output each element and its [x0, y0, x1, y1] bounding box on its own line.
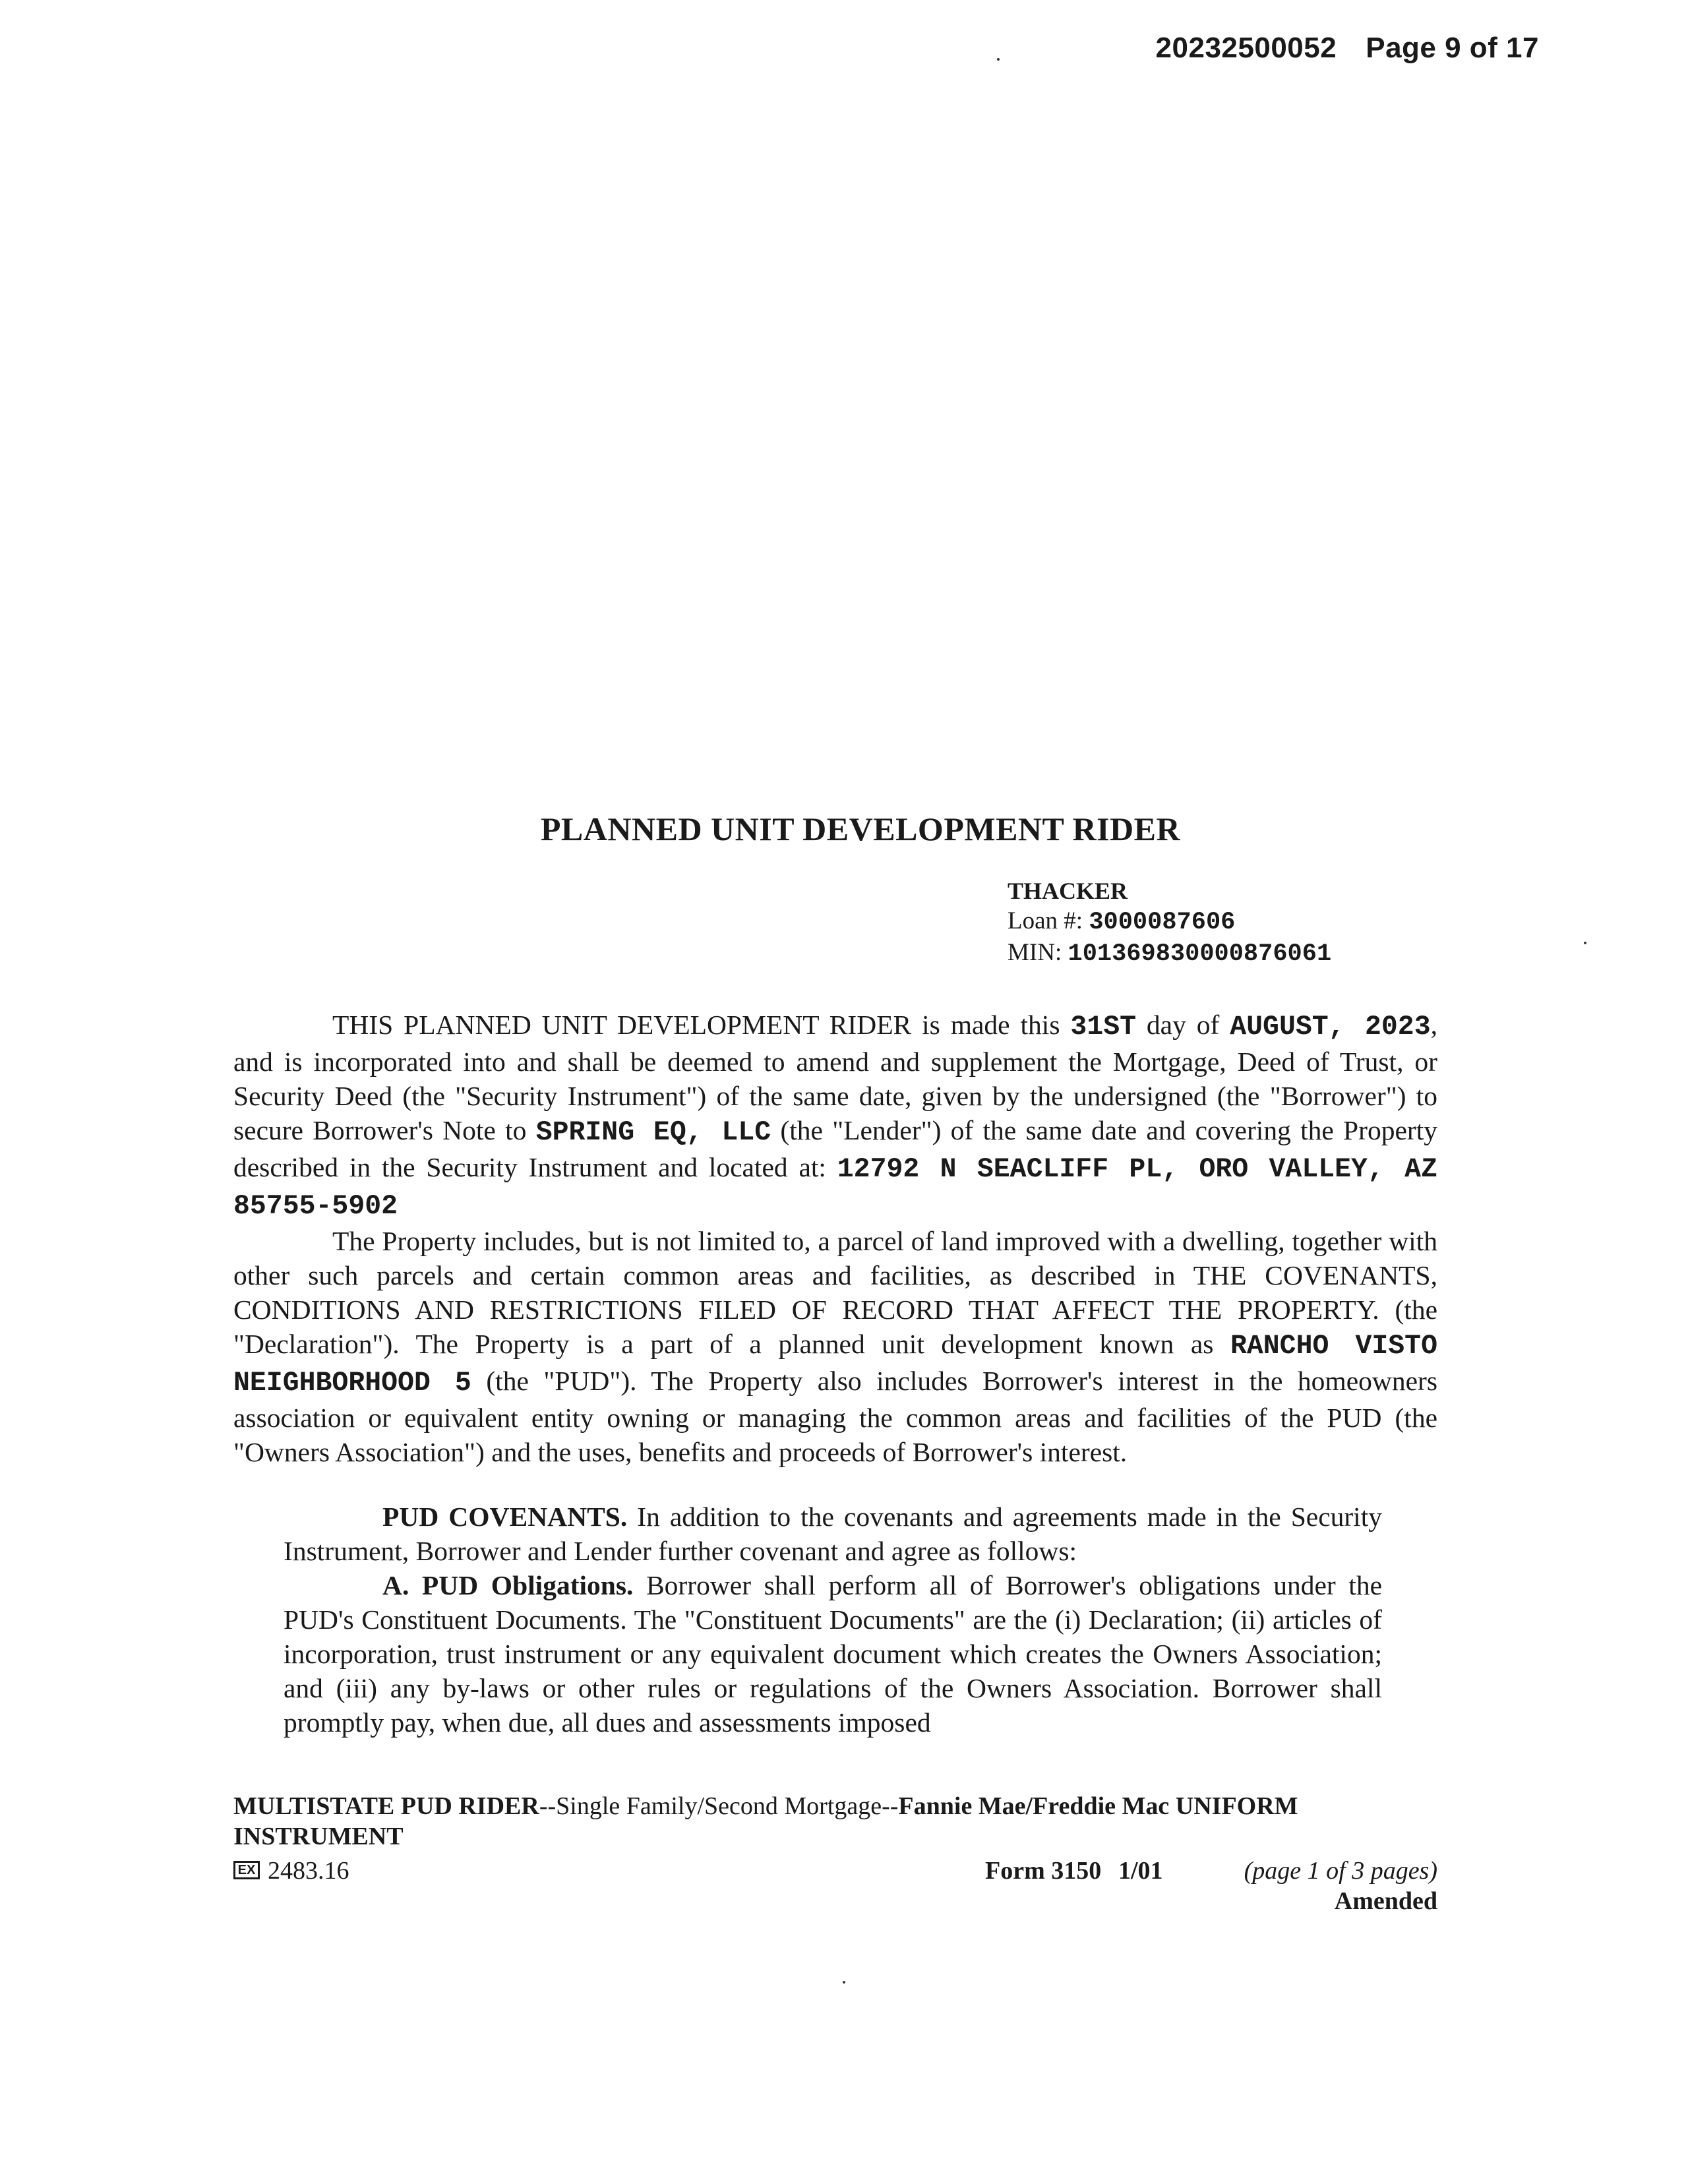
- footer-multistate: MULTISTATE PUD RIDER: [233, 1792, 539, 1820]
- rider-body: [233, 1008, 1437, 1469]
- covenants-paragraph: [284, 1500, 1382, 1568]
- scan-speck: [997, 58, 1000, 61]
- pud-name: RANCHO VISTO NEIGHBORHOOD 5: [233, 1331, 1437, 1399]
- footer-fannie: Fannie Mae/Freddie Mac UNIFORM: [898, 1792, 1298, 1820]
- min-label: MIN:: [1008, 939, 1068, 966]
- footer-instrument: INSTRUMENT: [233, 1823, 404, 1850]
- footer-line-2: [233, 1821, 1437, 1852]
- document-title: PLANNED UNIT DEVELOPMENT RIDER: [540, 810, 1181, 847]
- footer-code: 2483.16: [268, 1857, 349, 1885]
- ex-logo-icon: EX: [233, 1861, 260, 1879]
- rider-month-year: AUGUST, 2023: [1230, 1012, 1431, 1043]
- property-text-2: (the "PUD"). The Property also includes Borrower's interest in the homeowners association or equivalent entity owning or managing the common areas and facilities of the PUD (the "Owners Association") and the uses, benefits and proceeds of Borrower's interest.: [233, 1366, 1437, 1467]
- lender-name: SPRING EQ, LLC: [535, 1117, 771, 1148]
- scan-speck: [1584, 942, 1586, 944]
- property-paragraph: [233, 1224, 1437, 1469]
- record-number: 20232500052: [1155, 32, 1337, 64]
- intro-text-1: THIS PLANNED UNIT DEVELOPMENT RIDER is made this: [332, 1010, 1071, 1040]
- rider-day: 31ST: [1070, 1012, 1137, 1043]
- page-label: Page 9 of 17: [1366, 32, 1539, 64]
- loan-number-line: [1008, 906, 1331, 938]
- intro-text-2: day of: [1136, 1010, 1230, 1040]
- loan-number: 3000087606: [1089, 909, 1236, 936]
- property-address: 12792 N SEACLIFF PL, ORO VALLEY, AZ 85755-5902: [233, 1154, 1437, 1222]
- min-line: [1008, 938, 1331, 969]
- covenants-heading: PUD COVENANTS.: [382, 1502, 628, 1532]
- recording-header: [1156, 32, 1539, 65]
- footer-form-date: 1/01: [1118, 1857, 1163, 1885]
- obligations-paragraph: [284, 1568, 1382, 1740]
- intro-text-4: (the "Lender") of the same date and covering the Property described in the Security Instrument and located at:: [233, 1115, 1437, 1182]
- scan-speck: [843, 1981, 845, 1984]
- footer-form-number: Form 3150: [985, 1857, 1102, 1885]
- footer-page-of: (page 1 of 3 pages): [1244, 1857, 1437, 1885]
- footer-line-1: [233, 1791, 1437, 1821]
- footer-form-type: --Single Family/Second Mortgage--: [539, 1792, 899, 1820]
- loan-label: Loan #:: [1008, 907, 1089, 934]
- footer-amended: Amended: [1334, 1887, 1437, 1915]
- obligations-text: Borrower shall perform all of Borrower's obligations under the PUD's Constituent Documents. The "Constituent Documents" are the (i) Declaration; (ii) articles of incorporation, trust instrument or any equivalent document which creates the Owners Association; and (iii) any by-laws or other rules or regulations of the Owners Association. Borrower shall promptly pay, when due, all dues and assessments imposed: [284, 1570, 1383, 1738]
- borrower-name: THACKER: [1008, 878, 1128, 904]
- property-text-1: The Property includes, but is not limited to, a parcel of land improved with a dwelling, together with other such parcels and certain common areas and facilities, as described in THE COVENANTS, CONDITIONS AND RESTRICTIONS FILED OF RECORD THAT AFFECT THE PROPERTY. (the "Declaration"). The Property is a part of a planned unit development known as: [233, 1226, 1437, 1359]
- intro-paragraph: [233, 1008, 1437, 1224]
- min-number: 101369830000876061: [1068, 940, 1332, 968]
- obligations-heading: A. PUD Obligations.: [382, 1570, 634, 1600]
- footer-line-3: [233, 1856, 1437, 1886]
- covenants-text: In addition to the covenants and agreements made in the Security Instrument, Borrower and Lender further covenant and agree as follows:: [284, 1502, 1382, 1566]
- covenants-section: [284, 1500, 1382, 1568]
- intro-text-3: , and is incorporated into and shall be deemed to amend and supplement the Mortgage, Deed of Trust, or Security Deed (the "Security Instrument") of the same date, given by the undersigned (the "Borrower") to secure Borrower's Note to: [233, 1010, 1437, 1145]
- loan-info-block: [1008, 876, 1331, 969]
- obligations-section: [284, 1568, 1382, 1740]
- form-footer: [233, 1791, 1437, 1916]
